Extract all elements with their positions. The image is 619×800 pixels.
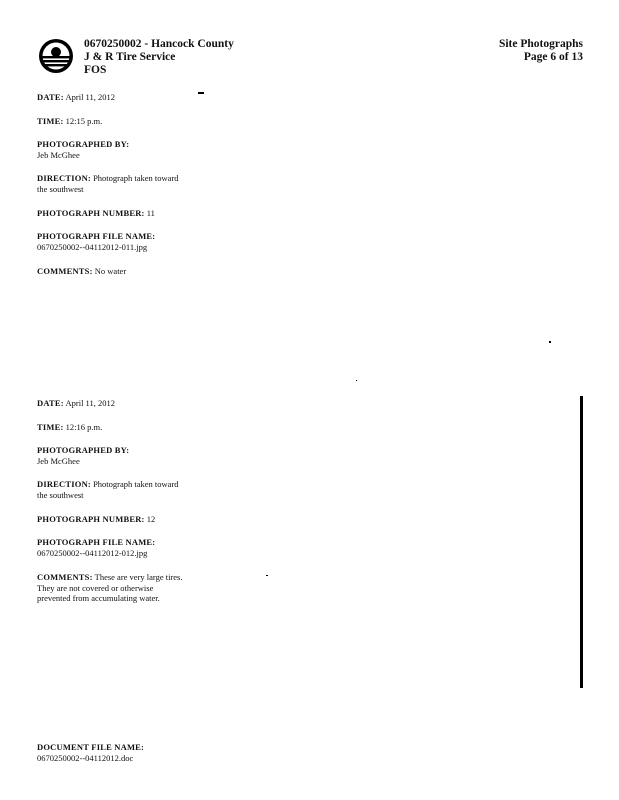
photo-number-value: 12 — [146, 514, 156, 524]
direction-field — [37, 173, 182, 194]
photo-number-label: PHOTOGRAPH NUMBER: — [37, 514, 145, 524]
comments-field — [37, 266, 187, 277]
comments-label: COMMENTS: — [37, 572, 93, 582]
date-value: April 11, 2012 — [65, 92, 115, 102]
date-field — [37, 92, 187, 103]
time-field — [37, 422, 187, 433]
photo-number-field — [37, 208, 187, 219]
photo-number-value: 11 — [146, 208, 155, 218]
photographer-field — [37, 445, 187, 466]
time-field — [37, 116, 187, 127]
time-label: TIME: — [37, 116, 64, 126]
photo-file-label: PHOTOGRAPH FILE NAME: — [37, 231, 156, 241]
scan-speck — [266, 575, 268, 576]
direction-field — [37, 479, 182, 500]
photo-file-field — [37, 537, 187, 558]
photo-number-field — [37, 514, 187, 525]
photographer-field — [37, 139, 187, 160]
document-file-field — [37, 742, 237, 763]
scan-speck — [356, 380, 357, 381]
margin-bar — [580, 396, 583, 688]
time-label: TIME: — [37, 422, 64, 432]
date-label: DATE: — [37, 92, 64, 102]
time-value: 12:15 p.m. — [65, 116, 103, 126]
section-title: Site Photographs — [498, 38, 583, 50]
photographer-label: PHOTOGRAPHED BY: — [37, 445, 130, 455]
scan-speck — [549, 341, 551, 343]
document-file-value: 0670250002--04112012.doc — [37, 752, 134, 763]
photographer-value: Jeb McGhee — [37, 455, 80, 466]
scan-speck — [198, 92, 204, 94]
header-page-info — [499, 38, 583, 64]
photo-file-value: 0670250002--04112012-011.jpg — [37, 241, 148, 252]
agency-seal-logo — [38, 38, 74, 74]
date-field — [37, 398, 187, 409]
site-id-line: 0670250002 - Hancock County — [84, 38, 234, 50]
date-label: DATE: — [37, 398, 64, 408]
direction-label: DIRECTION: — [37, 479, 91, 489]
comments-value: These are very large tires. They are not covered or otherwise prevented from accumulating water. — [37, 572, 183, 603]
direction-value: Photograph taken toward the southwest — [37, 173, 179, 194]
program-line: FOS — [84, 64, 107, 76]
comments-value: No water — [94, 266, 127, 276]
photo-number-label: PHOTOGRAPH NUMBER: — [37, 208, 145, 218]
direction-value: Photograph taken toward the southwest — [37, 479, 179, 500]
page-label: Page 6 of 13 — [523, 51, 583, 63]
photo-file-label: PHOTOGRAPH FILE NAME: — [37, 537, 156, 547]
photographer-value: Jeb McGhee — [37, 149, 80, 160]
photo-file-field — [37, 231, 187, 252]
comments-field — [37, 572, 185, 604]
date-value: April 11, 2012 — [65, 398, 115, 408]
time-value: 12:16 p.m. — [65, 422, 103, 432]
comments-label: COMMENTS: — [37, 266, 93, 276]
photographer-label: PHOTOGRAPHED BY: — [37, 139, 130, 149]
direction-label: DIRECTION: — [37, 173, 91, 183]
photo-file-value: 0670250002--04112012-012.jpg — [37, 547, 148, 558]
document-file-label: DOCUMENT FILE NAME: — [37, 742, 145, 752]
header-site-info — [84, 38, 234, 77]
facility-line: J & R Tire Service — [84, 51, 176, 63]
